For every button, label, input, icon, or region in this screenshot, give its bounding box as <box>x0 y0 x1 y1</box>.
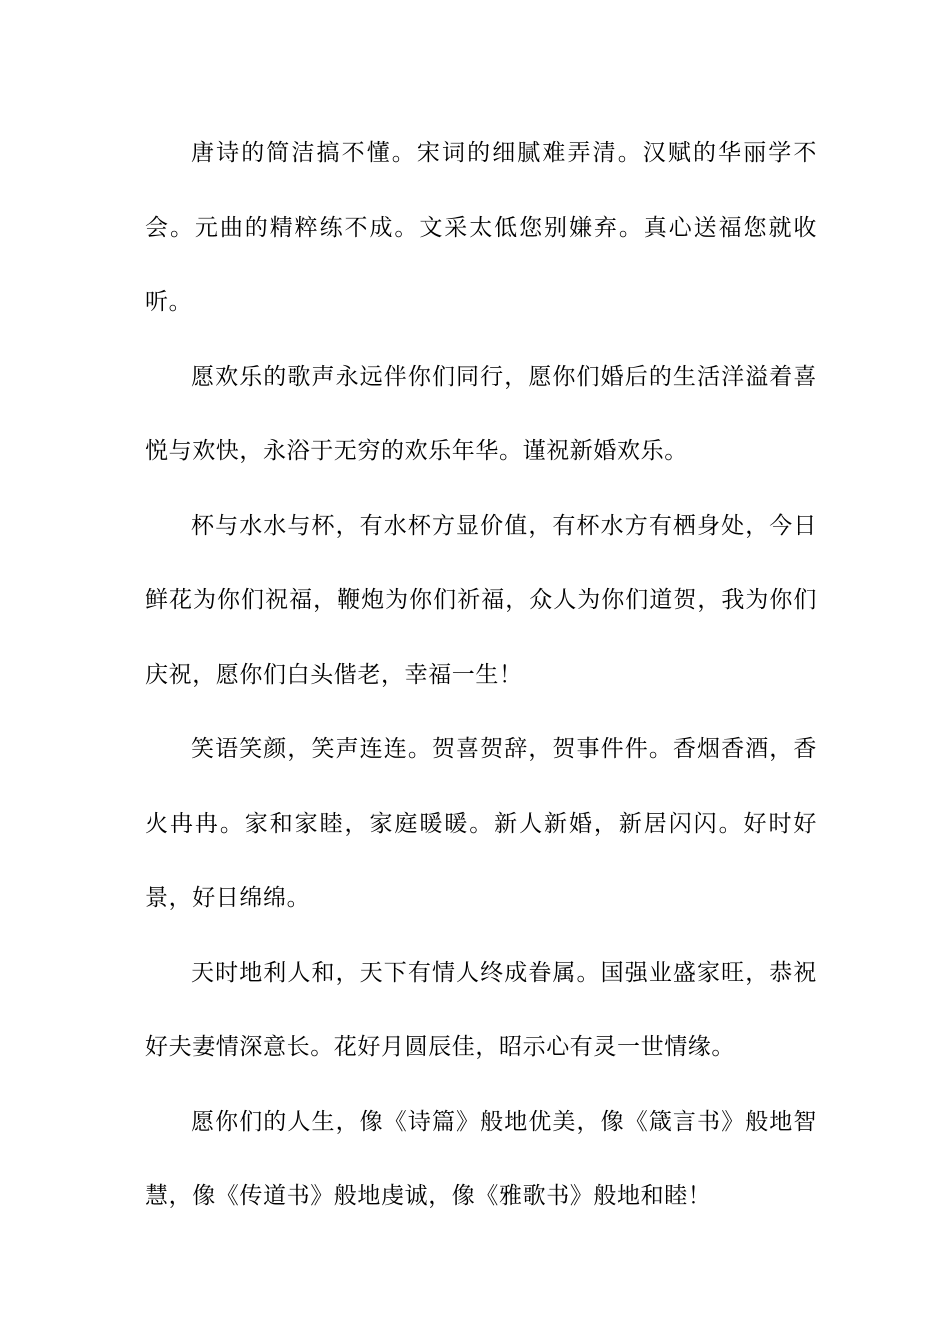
paragraph-3: 杯与水水与杯，有水杯方显价值，有杯水方有栖身处，今日鲜花为你们祝福，鞭炮为你们祈福，众人为你们道贺，我为你们庆祝，愿你们白头偕老，幸福一生！ <box>145 512 817 688</box>
paragraph-6: 愿你们的人生，像《诗篇》般地优美，像《箴言书》般地智慧，像《传道书》般地虔诚，像《雅歌书》般地和睦！ <box>145 1108 817 1209</box>
document-body <box>145 116 817 1234</box>
paragraph-2: 愿欢乐的歌声永远伴你们同行，愿你们婚后的生活洋溢着喜悦与欢快，永浴于无穷的欢乐年华。谨祝新婚欢乐。 <box>145 363 817 464</box>
paragraph-1: 唐诗的简洁搞不懂。宋词的细腻难弄清。汉赋的华丽学不会。元曲的精粹练不成。文采太低您别嫌弃。真心送福您就收听。 <box>145 140 817 315</box>
paragraph-5: 天时地利人和，天下有情人终成眷属。国强业盛家旺，恭祝好夫妻情深意长。花好月圆辰佳，昭示心有灵一世情缘。 <box>145 959 817 1060</box>
paragraph-4: 笑语笑颜，笑声连连。贺喜贺辞，贺事件件。香烟香酒，香火冉冉。家和家睦，家庭暖暖。新人新婚，新居闪闪。好时好景，好日绵绵。 <box>145 736 817 911</box>
